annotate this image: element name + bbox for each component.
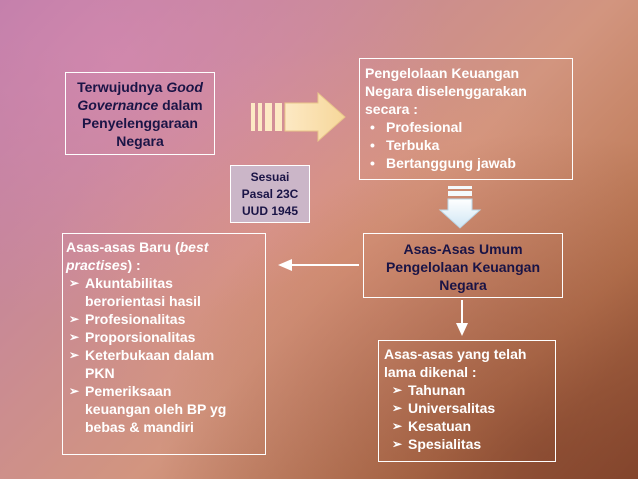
pasal-line-2: Pasal 23C: [241, 187, 299, 201]
asas-lama-heading-2: lama dikenal :: [384, 364, 477, 380]
asas-umum-line-3: Negara: [439, 277, 487, 293]
asas-baru-list: [63, 274, 265, 436]
list-item: ➢ Tahunan: [392, 382, 466, 398]
list-item: ➢ Kesatuan: [392, 418, 472, 434]
arrow-bullet-icon: ➢: [69, 384, 80, 398]
asas-baru-box: [62, 233, 266, 455]
pasal-line-3: UUD 1945: [241, 204, 299, 218]
asas-lama-box: [378, 340, 556, 462]
list-item: ➢ Akuntabilitas berorientasi hasil: [69, 275, 201, 309]
pengelolaan-heading-2: Negara diselenggarakan: [365, 83, 527, 99]
arrow-bullet-icon: ➢: [392, 401, 403, 415]
arrow-bullet-icon: ➢: [69, 276, 80, 290]
asas-umum-box: [363, 233, 563, 298]
list-item: ➢ Universalitas: [392, 400, 496, 416]
good-governance-line-1: Terwujudnya Good: [77, 79, 203, 95]
pengelolaan-list: [360, 118, 572, 172]
arrow-bullet-icon: ➢: [69, 330, 80, 344]
striped-down-arrow: [440, 186, 480, 228]
pengelolaan-heading-3: secara :: [365, 101, 418, 117]
bullet-icon: •: [370, 155, 375, 171]
asas-lama-heading-1: Asas-asas yang telah: [384, 346, 527, 362]
arrow-bullet-icon: ➢: [392, 383, 403, 397]
pasal-line-1: Sesuai: [250, 170, 290, 184]
asas-umum-line-1: Asas-Asas Umum: [403, 241, 523, 257]
list-item: • Bertanggung jawab: [370, 155, 516, 171]
list-item: • Profesional: [370, 119, 463, 135]
pengelolaan-keuangan-box: [359, 58, 573, 180]
down-connector-arrow: [456, 300, 468, 336]
asas-baru-title-1: Asas-asas Baru (best: [66, 239, 209, 255]
bullet-icon: •: [370, 137, 375, 153]
arrow-bullet-icon: ➢: [69, 348, 80, 362]
asas-umum-line-2: Pengelolaan Keuangan: [385, 259, 541, 275]
good-governance-line-2: Governance dalam: [77, 97, 203, 113]
asas-lama-list: [386, 381, 555, 453]
arrow-bullet-icon: ➢: [69, 312, 80, 326]
striped-right-arrow: [251, 93, 345, 141]
pengelolaan-heading-1: Pengelolaan Keuangan: [365, 65, 520, 81]
list-item: • Terbuka: [370, 137, 440, 153]
good-governance-line-4: Negara: [116, 133, 164, 149]
list-item: ➢ Profesionalitas: [69, 311, 186, 327]
list-item: ➢ Keterbukaan dalam PKN: [69, 347, 215, 381]
good-governance-box: [65, 72, 215, 155]
list-item: ➢ Pemeriksaan keuangan oleh BP yg bebas & mandiri: [69, 383, 227, 435]
arrow-bullet-icon: ➢: [392, 437, 403, 451]
pasal-23c-box: [230, 165, 310, 223]
list-item: ➢ Spesialitas: [392, 436, 482, 452]
list-item: ➢ Proporsionalitas: [69, 329, 196, 345]
arrow-bullet-icon: ➢: [392, 419, 403, 433]
bullet-icon: •: [370, 119, 375, 135]
asas-baru-title-2: practises) :: [66, 257, 141, 273]
left-connector-arrow: [278, 259, 359, 271]
good-governance-line-3: Penyelenggaraan: [82, 115, 198, 131]
